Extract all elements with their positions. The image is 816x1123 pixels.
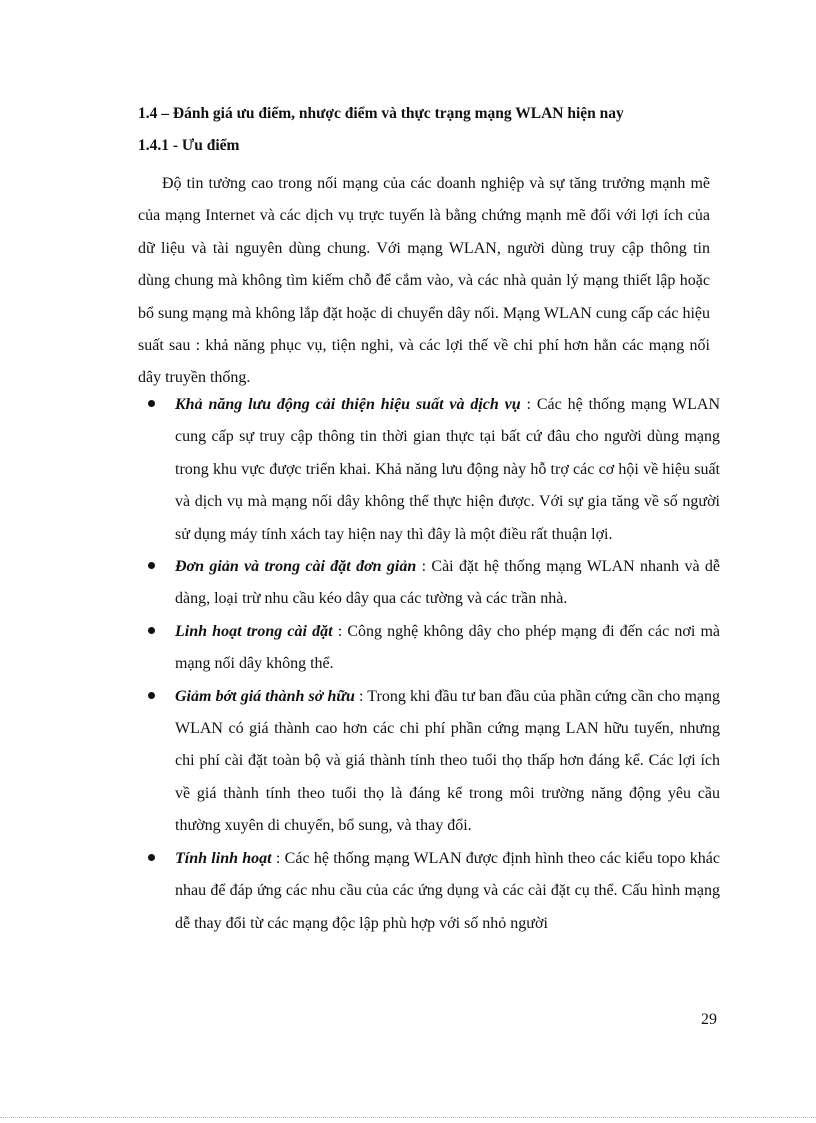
list-item	[138, 389, 720, 551]
bullet-icon	[148, 562, 155, 569]
page-number: 29	[701, 1011, 717, 1028]
bullet-icon	[148, 627, 155, 634]
bullet-text: : Trong khi đầu tư ban đầu của phần cứng cần cho mạng WLAN có giá thành cao hơn các chi phí phần cứng mạng LAN hữu tuyến, nhưng chi phí cài đặt toàn bộ và giá thành tính theo tuổi thọ thấp hơn đáng kể. Các lợi ích về giá thành tính theo tuổi thọ là đáng kể trong môi trường năng động yêu cầu thường xuyên di chuyển, bổ sung, và thay đổi.	[175, 687, 720, 835]
body-paragraph-container	[138, 168, 710, 395]
list-item	[138, 681, 720, 843]
bullet-title: Tính linh hoạt	[175, 849, 272, 867]
list-item	[138, 616, 720, 681]
section-heading: 1.4 – Đánh giá ưu điểm, nhược điểm và thực trạng mạng WLAN hiện nay	[138, 105, 624, 122]
bullet-title: Khả năng lưu động cải thiện hiệu suất và dịch vụ	[175, 396, 521, 413]
bullet-icon	[148, 692, 155, 699]
bullet-title: Đơn giản và trong cài đặt đơn giản	[175, 558, 417, 576]
bullet-icon	[148, 400, 155, 407]
bullet-icon	[148, 854, 155, 861]
bullet-text: : Cài đặt hệ thống mạng WLAN nhanh và dễ dàng, loại trừ nhu cầu kéo dây qua các tường và các trần nhà.	[175, 558, 721, 608]
advantages-list	[138, 389, 720, 940]
page-bottom-divider	[0, 1117, 816, 1118]
bullet-text: : Các hệ thống mạng WLAN được định hình theo các kiểu topo khác nhau để đáp ứng các nhu cầu của các ứng dụng và các cài đặt cụ thể. Cấu hình mạng dễ thay đổi từ các mạng độc lập phù hợp với số nhỏ người	[175, 849, 721, 932]
subsection-heading: 1.4.1 - Ưu điểm	[138, 137, 240, 154]
list-item	[138, 551, 720, 616]
intro-paragraph: Độ tin tưởng cao trong nối mạng của các doanh nghiệp và sự tăng trưởng mạnh mẽ của mạng Internet và các dịch vụ trực tuyến là bằng chứng mạnh mẽ đối với lợi ích của dữ liệu và tài nguyên dùng chung. Với mạng WLAN, người dùng truy cập thông tin dùng chung mà không tìm kiếm chỗ để cắm vào, và các nhà quản lý mạng thiết lập hoặc bổ sung mạng mà không lắp đặt hoặc di chuyển dây nối. Mạng WLAN cung cấp các hiệu suất sau : khả năng phục vụ, tiện nghi, và các lợi thế về chi phí hơn hẳn các mạng nối dây truyền thống.	[138, 175, 710, 387]
bullet-text: : Các hệ thống mạng WLAN cung cấp sự truy cập thông tin thời gian thực tại bất cứ đâu cho người dùng mạng trong khu vực được triển khai. Khả năng lưu động này hỗ trợ các cơ hội về hiệu suất và dịch vụ mà mạng nối dây không thể thực hiện được. Với sự gia tăng về số người sử dụng máy tính xách tay hiện nay thì đây là một điều rất thuận lợi.	[175, 396, 721, 543]
bullet-title: Giảm bớt giá thành sở hữu	[175, 687, 355, 705]
list-item	[138, 843, 720, 940]
bullet-title: Linh hoạt trong cài đặt	[175, 622, 333, 640]
bullet-text: : Công nghệ không dây cho phép mạng đi đến các nơi mà mạng nối dây không thể.	[175, 622, 721, 673]
